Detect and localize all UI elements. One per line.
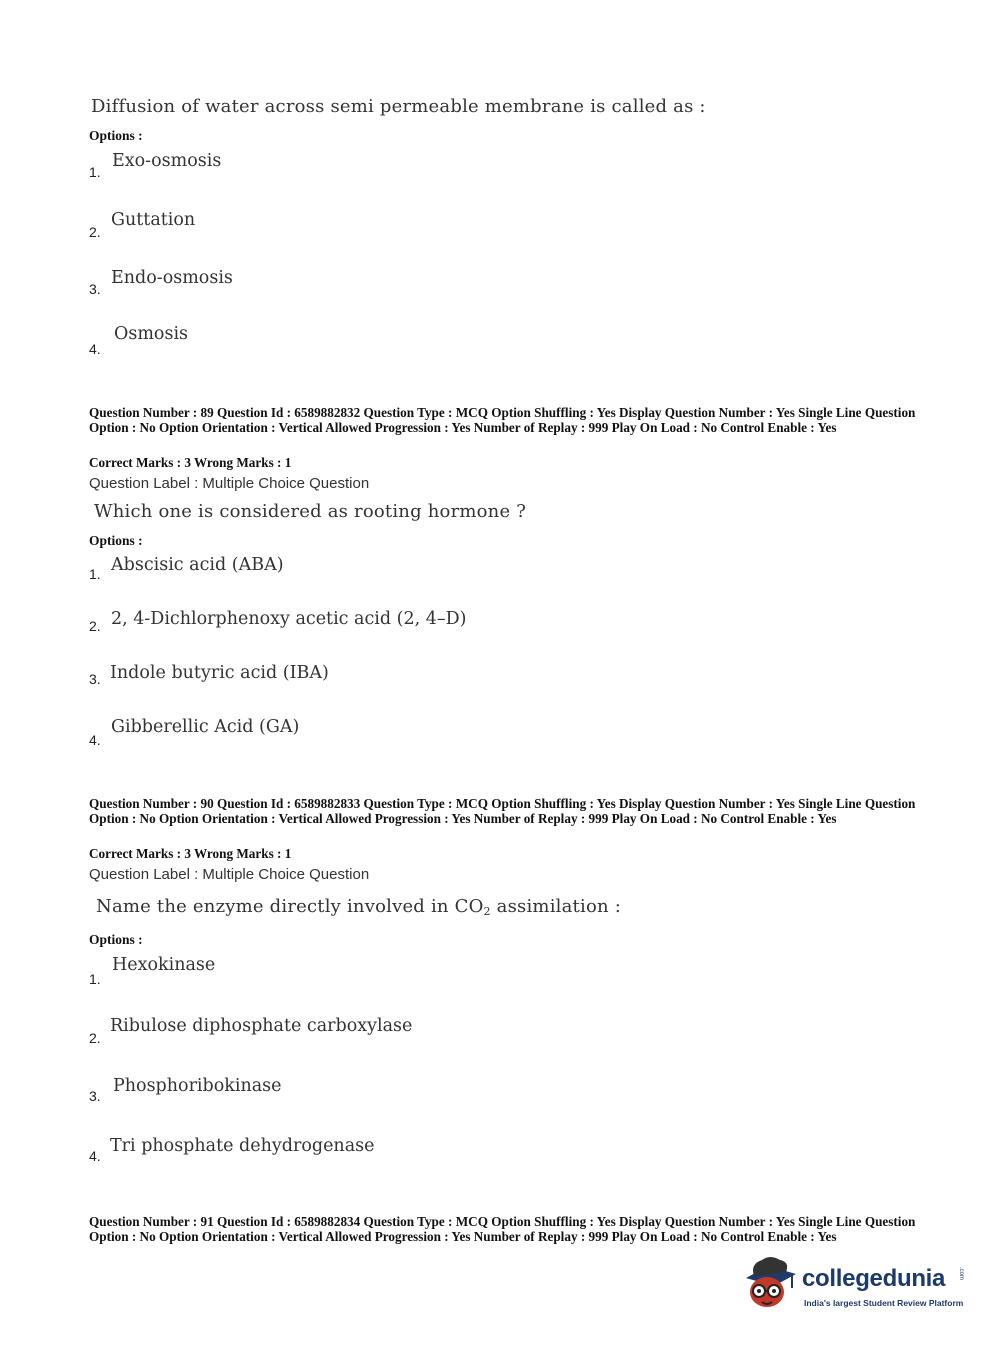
question-text: Diffusion of water across semi permeable membrane is called as : [91, 96, 706, 117]
option-number: 3. [89, 671, 101, 687]
logo-dotcom: .com [958, 1267, 964, 1281]
option-text: Guttation [111, 210, 196, 230]
option-text: Gibberellic Acid (GA) [111, 717, 300, 737]
question-meta: Question Number : 91 Question Id : 6589882834 Question Type : MCQ Option Shuffling : Yes Display Question Number : Yes Single Line Question Option : No Option Orientation : Vertical Allowed Progression : Yes Number of Replay : 999 Play On Load : No Control Enable : Yes [89, 1214, 916, 1244]
question-label: Question Label : Multiple Choice Question [89, 475, 370, 492]
option-number: 4. [89, 341, 101, 357]
option-number: 3. [89, 281, 101, 297]
question-text: Name the enzyme directly involved in $CO_2$ assimilation : [96, 896, 621, 918]
logo-wordmark: collegedunia [802, 1265, 946, 1292]
option-number: 2. [89, 224, 101, 240]
option-text: Indole butyric acid (IBA) [110, 663, 329, 683]
option-text: Hexokinase [112, 955, 216, 975]
option-text: Exo-osmosis [112, 151, 222, 171]
option-text: Endo-osmosis [111, 268, 233, 288]
option-number: 1. [89, 164, 101, 180]
option-number: 2. [89, 618, 101, 634]
mascot-icon [740, 1252, 800, 1316]
question-text: Which one is considered as rooting hormone ? [94, 501, 527, 522]
option-text: Phosphoribokinase [113, 1076, 282, 1096]
option-text: Tri phosphate dehydrogenase [110, 1136, 375, 1156]
option-number: 4. [89, 1148, 101, 1164]
marks-info: Correct Marks : 3 Wrong Marks : 1 [89, 455, 292, 470]
logo-tagline: India's largest Student Review Platform [804, 1298, 964, 1308]
option-number: 1. [89, 566, 101, 582]
question-meta: Question Number : 89 Question Id : 6589882832 Question Type : MCQ Option Shuffling : Yes Display Question Number : Yes Single Line Question Option : No Option Orientation : Vertical Allowed Progression : Yes Number of Replay : 999 Play On Load : No Control Enable : Yes [89, 405, 916, 435]
option-text: Osmosis [114, 324, 189, 344]
option-text: 2, 4-Dichlorphenoxy acetic acid (2, 4–D) [111, 609, 467, 629]
option-text: Ribulose diphosphate carboxylase [110, 1016, 413, 1036]
option-text: Abscisic acid (ABA) [111, 555, 284, 575]
option-number: 1. [89, 971, 101, 987]
question-label: Question Label : Multiple Choice Question [89, 866, 370, 883]
options-label: Options : [89, 128, 143, 143]
question-meta: Question Number : 90 Question Id : 6589882833 Question Type : MCQ Option Shuffling : Yes Display Question Number : Yes Single Line Question Option : No Option Orientation : Vertical Allowed Progression : Yes Number of Replay : 999 Play On Load : No Control Enable : Yes [89, 796, 916, 826]
option-number: 2. [89, 1030, 101, 1046]
options-label: Options : [89, 932, 143, 947]
collegedunia-logo [740, 1250, 970, 1320]
option-number: 3. [89, 1088, 101, 1104]
option-number: 4. [89, 732, 101, 748]
marks-info: Correct Marks : 3 Wrong Marks : 1 [89, 846, 292, 861]
options-label: Options : [89, 533, 143, 548]
